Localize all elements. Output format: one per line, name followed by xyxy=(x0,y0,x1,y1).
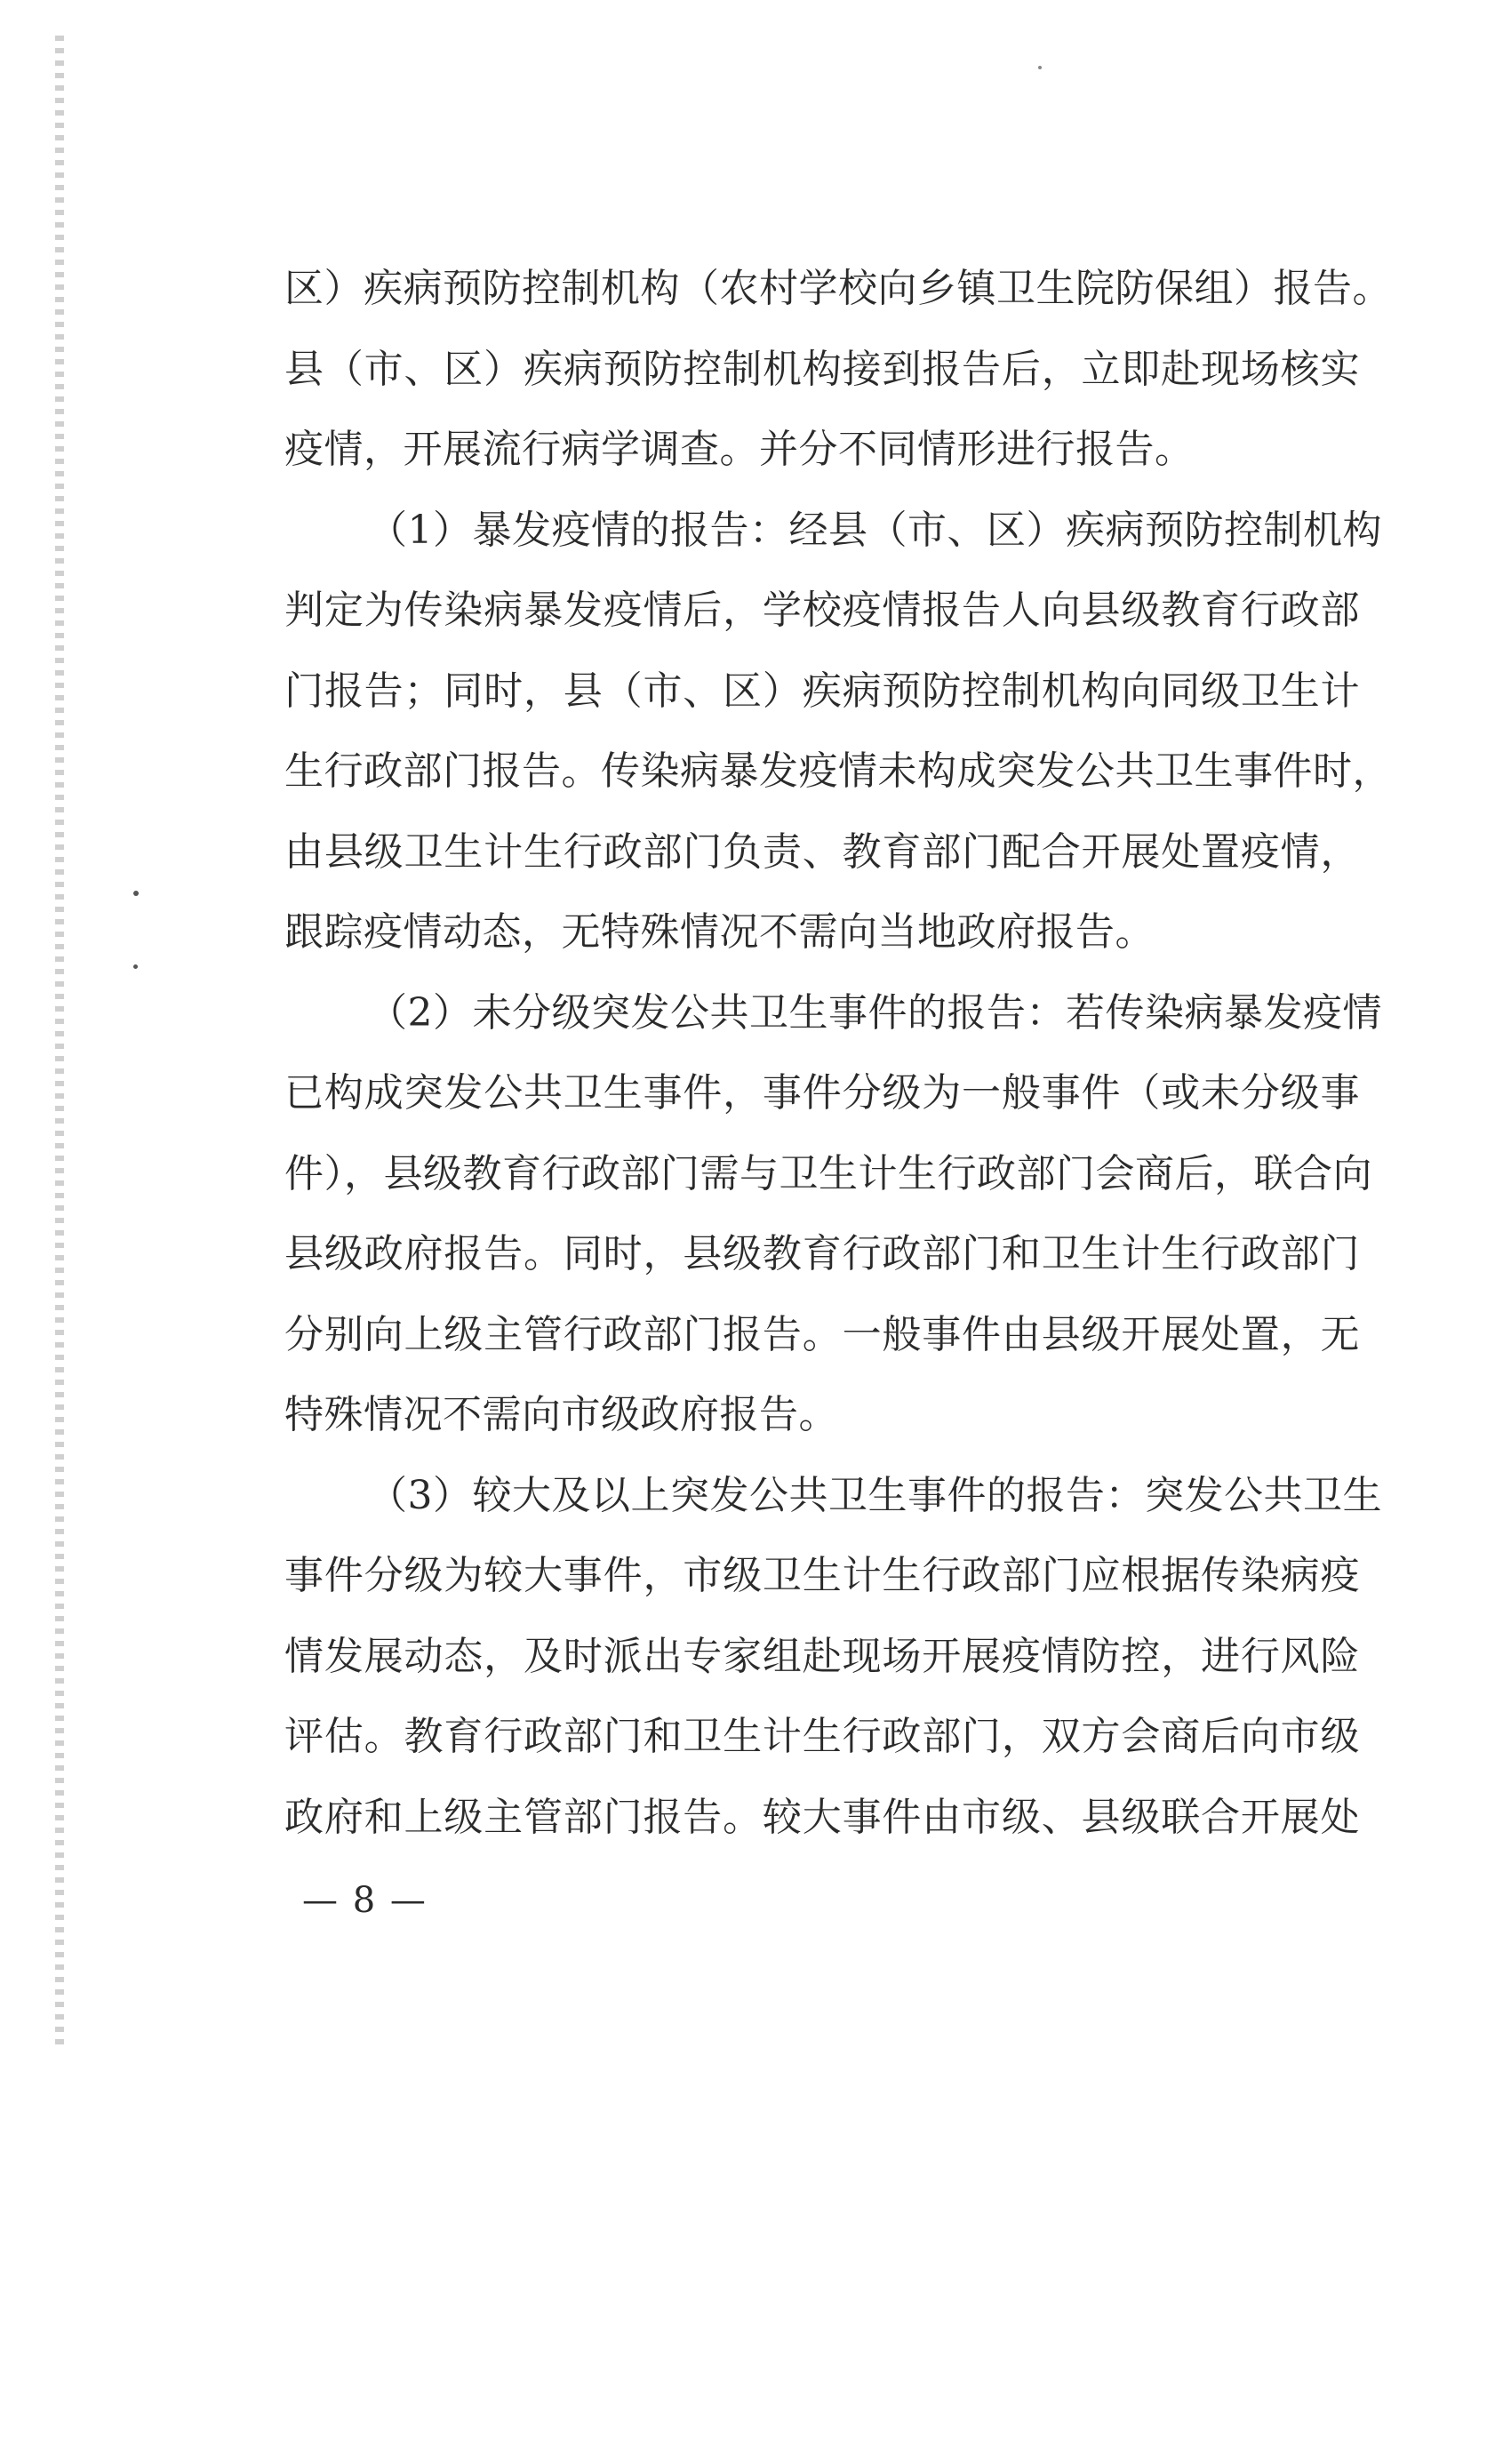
text-line: 件），县级教育行政部门需与卫生计生行政部门会商后，联合向 xyxy=(284,1150,1372,1196)
text-line: 区）疾病预防控制机构（农村学校向乡镇卫生院防保组）报告。 xyxy=(284,266,1392,311)
text-line: 疫情，开展流行病学调查。并分不同情形进行报告。 xyxy=(284,427,1195,472)
text-line: 跟踪疫情动态，无特殊情况不需向当地政府报告。 xyxy=(284,909,1155,955)
text-line: 判定为传染病暴发疫情后，学校疫情报告人向县级教育行政部 xyxy=(284,588,1360,633)
page-number: — 8 — xyxy=(302,1880,428,1921)
scan-speck xyxy=(133,891,139,896)
body-text xyxy=(284,249,1392,1858)
binding-edge-shadow xyxy=(55,36,64,2044)
scan-speck xyxy=(1038,66,1042,69)
paragraph-start-line: （3）较大及以上突发公共卫生事件的报告：突发公共卫生 xyxy=(368,1472,1382,1518)
text-line: 特殊情况不需向市级政府报告。 xyxy=(284,1392,838,1437)
text-line: 门报告；同时，县（市、区）疾病预防控制机构向同级卫生计 xyxy=(284,668,1360,714)
text-line: 生行政部门报告。传染病暴发疫情未构成突发公共卫生事件时， xyxy=(284,748,1392,794)
text-line: 事件分级为较大事件，市级卫生计生行政部门应根据传染病疫 xyxy=(284,1553,1360,1598)
text-line: 县级政府报告。同时，县级教育行政部门和卫生计生行政部门 xyxy=(284,1231,1360,1276)
scan-speck xyxy=(133,964,138,969)
text-line: 情发展动态，及时派出专家组赴现场开展疫情防控，进行风险 xyxy=(284,1633,1360,1679)
paragraph-start-line: （1）暴发疫情的报告：经县（市、区）疾病预防控制机构 xyxy=(368,507,1382,553)
text-line: 分别向上级主管行政部门报告。一般事件由县级开展处置，无 xyxy=(284,1311,1360,1357)
text-line: 由县级卫生计生行政部门负责、教育部门配合开展处置疫情， xyxy=(284,828,1360,875)
text-line: 政府和上级主管部门报告。较大事件由市级、县级联合开展处 xyxy=(284,1794,1360,1840)
text-line: 已构成突发公共卫生事件，事件分级为一般事件（或未分级事 xyxy=(284,1070,1360,1116)
text-line: 评估。教育行政部门和卫生计生行政部门，双方会商后向市级 xyxy=(284,1714,1360,1759)
text-line: 县（市、区）疾病预防控制机构接到报告后，立即赴现场核实 xyxy=(284,346,1360,392)
paragraph-start-line: （2）未分级突发公共卫生事件的报告：若传染病暴发疫情 xyxy=(368,989,1382,1036)
